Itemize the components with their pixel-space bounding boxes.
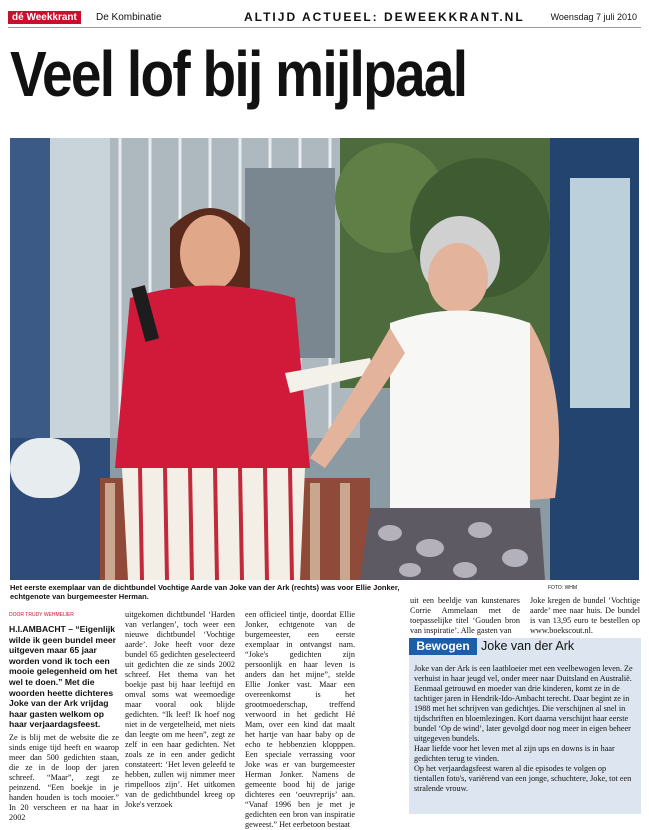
sidebar-tab: Bewogen (409, 638, 477, 655)
tagline: ALTIJD ACTUEEL: DEWEEKKRANT.NL (244, 10, 525, 24)
article-text-4: uit een beeldje van kunstenares Corrie Ammelaan met de toepasselijke titel ‘Gouden bron van inspiratie’. Alle gasten van (410, 596, 520, 635)
article-text-5: Joke kregen de bundel ‘Vochtige aarde’ mee naar huis. De bundel is van 13,95 euro te bestellen op www.boekscout.nl. (530, 596, 640, 635)
photo-caption: Het eerste exemplaar van de dichtbundel Vochtige Aarde van Joke van der Ark (rechts) was voor Ellie Jonker, echtgenote van burgemeester Herman. (10, 583, 400, 601)
article-column-4 (410, 596, 520, 636)
issue-date: Woensdag 7 juli 2010 (550, 12, 637, 22)
article-column-3 (245, 610, 355, 830)
byline: DOOR TRUDY WEHMEIJER (9, 612, 74, 618)
article-text-2: uitgekomen dichtbundel ‘Harden van verlangen’, toch weer een nieuwe dichtbundel ‘Vochtige aarde’. Joke heeft voor deze bundel 65 gedichten geselecteerd uit gedichten die ze sinds 2002 schreef. Het thema van het boekje past bij haar leeftijd en omval soms wat weemoedige maar vooral ook blijde gedichten. “Ik leef! Ik hoef nog niet in de vergetelheid, met niets dan leegte om me heen”, zegt ze zelf in een haar gedichten. Net zoals ze in een ander gedicht constateert: ‘Het leven geleefd te hebben, zullen wij nimmer meer rimpelloos zijn’. Het uitkomen van de gedichtbundel kreeg op Joke's verzoek (125, 610, 235, 809)
sidebar-paragraph: Joke van der Ark is een laatbloeier met een veelbewogen leven. Ze verhuist in haar jeugd vel, onder meer naar Duitsland en Australië. (414, 664, 633, 683)
article-lead: H.I.AMBACHT – “Eigenlijk wilde ik geen bundel meer uitgeven maar 65 jaar worden vond ik toch een mooie gelegenheid om het wel te doen.” Met die woorden heette dichteres Joke van der Ark vrijdag haar gasten welkom op haar verjaardagsfeest. (9, 624, 118, 730)
sidebar-paragraph: Op het verjaardagsfeest waren al die episodes te volgen op tientallen foto's, variërend van een jonge, schuchtere, Joke, tot een stralende vrouw. (414, 764, 632, 793)
article-column-5 (530, 596, 640, 636)
page-title: Veel lof bij mijlpaal (10, 38, 467, 110)
sidebar-paragraph: Eenmaal getrouwd en moeder van drie kinderen, komt ze in de tachtiger jaren in Hendrik-Ido-Ambacht terecht. Daar begint ze in 1988 met het schrijven van gedichtjes. Die verschijnen al snel in tijdschriften en bloemlezingen. Kort daarna verschijnt haar eerste bundel ‘Op de wind’, later gevolgd door nog meer in eigen beheer uitgegeven bundels. (414, 684, 631, 743)
article-column-1 (9, 610, 119, 823)
article-photo (10, 138, 639, 580)
masthead (8, 8, 641, 26)
brand-label: dé Weekkrant (8, 11, 81, 24)
masthead-divider (8, 27, 641, 28)
sidebar-body (414, 664, 636, 794)
sidebar-title: Joke van der Ark (481, 639, 575, 653)
photo-credit: FOTO: WHM (548, 585, 578, 591)
article-text-1: Ze is blij met de website die ze sinds enige tijd heeft en waarop meer dan 500 gedichten staan, die ze in de loop der jaren schreef. “Maar”, zegt ze peinzend. “Een boekje in je handen houden is toch mooier.” In 20 verscheen er na haar in 2002 (9, 732, 119, 822)
sidebar-paragraph: Haar liefde voor het leven met al zijn ups en downs is in haar gedichten terug te vinden. (414, 744, 615, 763)
article-column-2 (125, 610, 235, 810)
edition-label: De Kombinatie (96, 12, 162, 23)
article-text-3: een officieel tintje, doordat Ellie Jonker, echtgenote van de burgemeester, een eerste exemplaar in ontvangst nam. “Joke's gedichten zijn persoonlijk en haar leven is anders dan het mijne”, stelde Ellie Jonker vast. Maar een overeenkomst is het grootmoederschap, treffend verwoord in het gedicht Hé Mam, over een kind dat maalt het hartje van haar baby op de echo te hebbenzien klopppen. Een speciale verrassing voor Joke was er van burgemeester Herman Jonker. Namens de gemeente bood hij de jarige dichteres een ‘oeuvreprijs’ aan. “Vanaf 1996 ben je met je gedichten een bron van inspiratie geweest.” Het eerbetoon bestaat (245, 610, 355, 829)
